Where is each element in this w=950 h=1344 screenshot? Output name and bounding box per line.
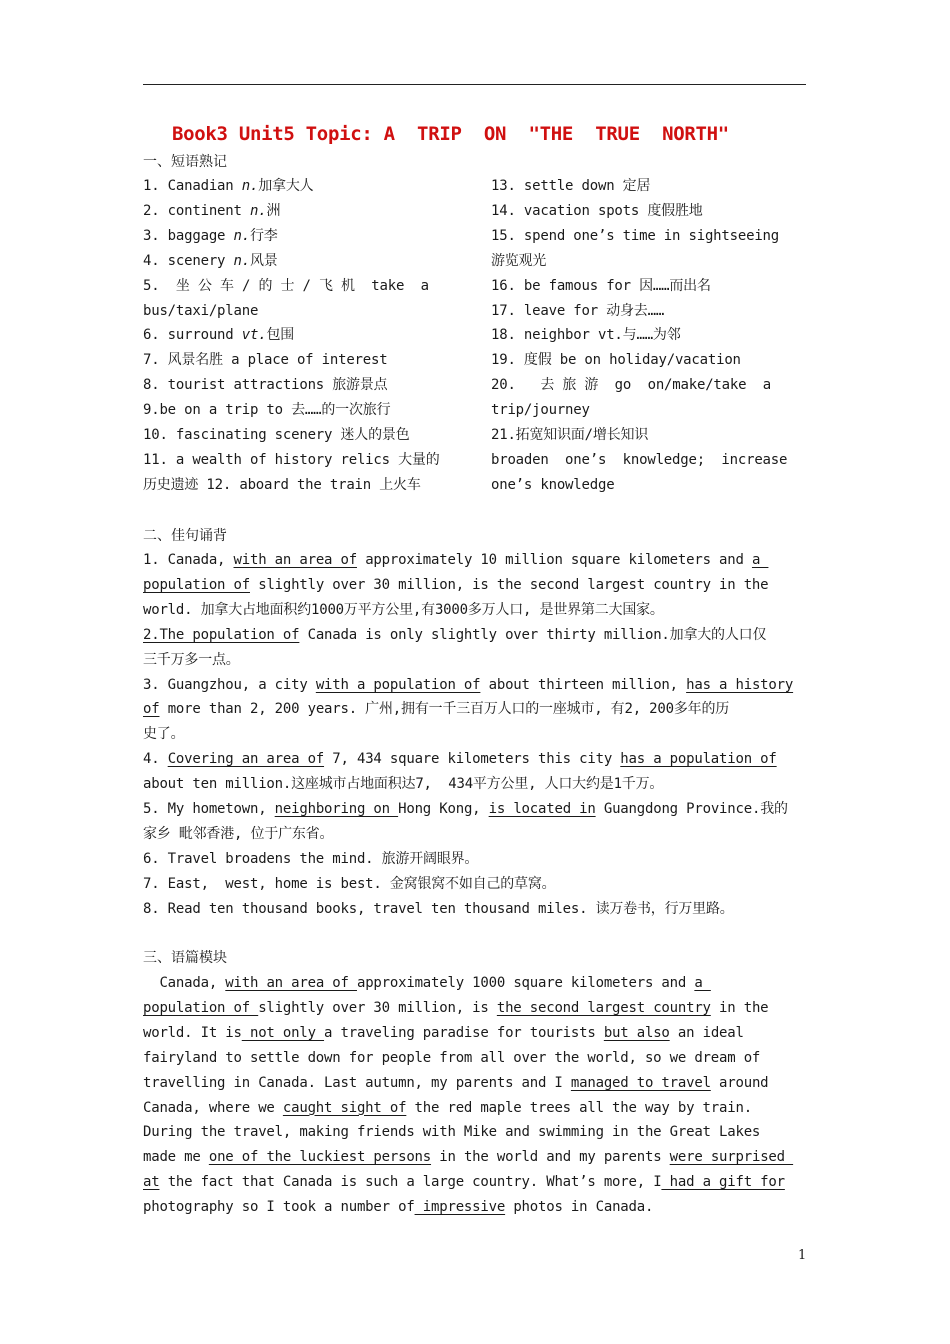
phrase-item: trip/journey [491,402,590,419]
text-run: slightly over 30 million, is the second largest country in the [249,576,769,593]
section3-heading: 三、语篇模块 [143,950,227,966]
key-phrase: Covering an area of [167,751,325,768]
sentence-line [143,722,184,746]
sentence-line [143,772,663,796]
phrase-text: 9.be on a trip to 去……的一次旅行 [143,402,391,419]
text-run: the fact that Canada is such a large country. What’s more, I [159,1174,662,1191]
passage-line [143,1046,760,1070]
phrase-item [143,249,473,273]
text-run: 三千万多一点。 [143,651,240,668]
phrase-item [143,224,473,248]
phrase-item: 16. be famous for 因……而出名 [491,277,711,294]
key-phrase: has a population of [620,751,777,768]
sentence-line [143,648,240,672]
key-phrase: the second largest country [496,999,711,1016]
phrase-item [143,274,473,298]
phrase-text: 1. Canadian [143,178,242,194]
part-of-speech: n. [233,252,250,269]
passage-line [143,1170,785,1194]
phrase-text: bus/taxi/plane [143,302,259,319]
sentence-line [143,573,768,597]
text-run: 家乡 毗邻香港, 位于广东省。 [143,825,334,842]
phrase-item: 20. 去 旅 游 go on/make/take a [491,377,772,394]
key-phrase: 2.The population of [143,626,300,643]
phrase-text: 11. a wealth of history relics 大量的 [143,451,440,468]
sentence-line [143,822,333,846]
key-phrase: had a gift for [661,1174,785,1191]
part-of-speech: n. [249,202,267,219]
sentence-line [143,797,788,821]
phrase-item [143,448,473,472]
passage-line [143,1071,768,1095]
phrase-item: broaden one’s knowledge; increase [491,451,788,468]
key-phrase: a [694,975,711,991]
text-run: 6. Travel broadens the mind. 旅游开阔眼界。 [143,850,479,867]
text-run: in the [710,999,769,1016]
passage-line [143,971,711,995]
text-run: Canada, where we [143,1099,283,1116]
key-phrase: caught sight of [282,1099,407,1116]
text-run: more than 2, 200 years. 广州,拥有一千三百万人口的一座城市, 有2, 200多年的历 [159,701,730,718]
header-rule [143,84,806,85]
key-phrase: impressive [414,1199,506,1216]
key-phrase: one of the luckiest persons [208,1149,432,1166]
sentence-line [143,548,768,572]
phrase-item [143,174,473,198]
text-run: 史了。 [143,726,185,743]
phrase-item: 18. neighbor vt.与……为邻 [491,327,681,344]
text-run: fairyland to settle down for people from all over the world, so we dream of [143,1049,761,1066]
section2-heading: 二、佳句诵背 [143,528,227,544]
sentence-line [143,747,777,771]
passage-line [143,1096,752,1120]
text-run: in the world and my parents [431,1149,670,1166]
key-phrase: but also [603,1024,670,1041]
phrase-item: 17. leave for 动身去…… [491,302,665,319]
text-run: Hong Kong, [398,801,489,817]
part-of-speech: n. [233,227,250,244]
phrase-item [143,323,473,347]
key-phrase: of [143,701,160,718]
text-run: Guangdong Province.我的 [595,801,788,817]
phrase-item: 19. 度假 be on holiday/vacation [491,352,741,369]
text-run: photos in Canada. [505,1199,654,1216]
phrase-item [143,299,473,323]
text-run: a traveling paradise for tourists [324,1024,604,1041]
text-run: 7, 434 square kilometers this city [324,751,621,768]
phrase-text: 10. fascinating scenery 迷人的景色 [143,427,410,443]
text-run: travelling in Canada. Last autumn, my parents and I [143,1074,571,1091]
phrase-item: 13. settle down 定居 [491,178,651,194]
text-run: world. 加拿大占地面积约1000万平方公里,有3000多万人口, 是世界第二大国家。 [143,601,664,618]
key-phrase: neighboring on [274,801,399,817]
key-phrase: population of [143,576,250,593]
key-phrase: population of [143,999,259,1016]
sentence-line [143,872,555,896]
phrase-item [143,373,473,397]
key-phrase: has a history [686,676,794,693]
phrase-text: 7. 风景名胜 a place of interest [143,352,388,369]
sentence-line [143,897,734,921]
phrase-meaning: 风景 [250,252,278,269]
key-phrase: not only [241,1024,325,1041]
text-run: about ten million.这座城市占地面积达7, 434平方公里, 人口大约是1千万。 [143,776,664,793]
key-phrase: a [751,552,769,568]
sentence-line [143,673,793,697]
phrase-item: 15. spend one’s time in sightseeing [491,227,780,244]
phrase-text: 4. scenery [143,252,234,269]
phrase-meaning: 行李 [250,227,278,244]
phrase-item [143,348,473,372]
text-run: slightly over 30 million, is [258,999,497,1016]
text-run: 7. East, west, home is best. 金窝银窝不如自己的草窝。 [143,875,556,892]
passage-line [143,1145,793,1169]
sentence-line [143,623,766,647]
key-phrase: at [143,1174,160,1191]
key-phrase: managed to travel [570,1074,711,1091]
key-phrase: were surprised [669,1149,794,1166]
phrase-text: 历史遗迹 12. aboard the train 上火车 [143,476,421,493]
key-phrase: with an area of [233,552,357,568]
part-of-speech: vt. [241,327,267,344]
phrase-item: 14. vacation spots 度假胜地 [491,202,703,219]
page-number: 1 [798,1248,807,1263]
key-phrase: with a population of [315,676,481,693]
phrase-item [143,398,473,422]
text-run: approximately 1000 square kilometers and [356,975,695,991]
phrase-item [143,199,473,223]
text-run: around [710,1074,769,1091]
phrase-text: 5. 坐 公 车 / 的 士 / 飞 机 take a [143,277,429,294]
phrase-item: one’s knowledge [491,476,615,493]
passage-line [143,1195,653,1219]
text-run: about thirteen million, [480,676,687,693]
phrase-item: 游览观光 [491,252,547,269]
text-run: Canada, [143,975,226,991]
key-phrase: with an area of [225,975,357,991]
phrase-text: 3. baggage [143,227,234,244]
text-run: 1. Canada, [143,552,234,568]
phrase-item: 21.拓宽知识面/增长知识 [491,427,649,443]
phrase-text: 2. continent [143,202,250,219]
text-run: 5. My hometown, [143,801,275,817]
phrase-item [143,423,473,447]
text-run: made me [143,1149,209,1166]
text-run: 4. [143,751,168,768]
sentence-line [143,847,478,871]
page-title: Book3 Unit5 Topic: A TRIP ON "THE TRUE NORTH" [172,123,729,145]
sentence-line [143,697,729,721]
text-run: an ideal [669,1024,744,1041]
passage-line [143,1120,760,1144]
passage-line [143,1021,744,1045]
text-run: world. It is [143,1024,242,1041]
text-run: photography so I took a number of [143,1199,415,1216]
phrase-meaning: 包围 [266,327,295,344]
phrase-meaning: 洲 [266,202,281,219]
phrase-text: 8. tourist attractions 旅游景点 [143,377,388,394]
text-run: approximately 10 million square kilometers and [356,552,752,568]
text-run: During the travel, making friends with Mike and swimming in the Great Lakes [143,1124,761,1141]
text-run: 3. Guangzhou, a city [143,676,316,693]
text-run: Canada is only slightly over thirty million.加拿大的人口仅 [299,626,767,643]
phrase-text: 6. surround [143,327,242,344]
text-run: the red maple trees all the way by train. [406,1099,752,1116]
section1-heading: 一、短语熟记 [143,154,227,170]
phrase-meaning: 加拿大人 [258,178,314,194]
key-phrase: is located in [488,801,596,817]
passage-line [143,996,768,1020]
sentence-line [143,598,664,622]
phrase-item [143,473,473,497]
part-of-speech: n. [241,178,259,194]
text-run: 8. Read ten thousand books, travel ten thousand miles. 读万卷书，行万里路。 [143,900,734,917]
